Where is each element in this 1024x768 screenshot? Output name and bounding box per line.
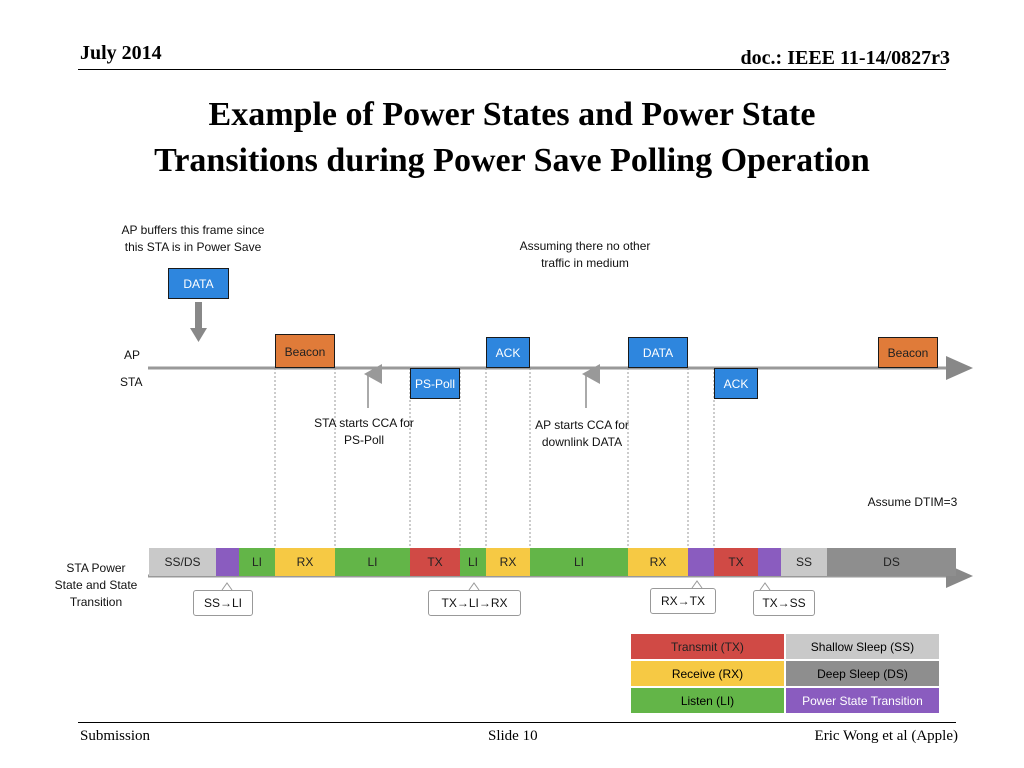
ack-frame-2: ACK <box>714 368 758 399</box>
transition-ss-li: SS→LI <box>193 590 253 616</box>
power-state-transition <box>216 548 239 576</box>
footer-author: Eric Wong et al (Apple) <box>814 728 958 744</box>
power-state-tx: TX <box>714 548 758 576</box>
beacon-frame-2: Beacon <box>878 337 938 368</box>
footer-divider <box>78 722 956 723</box>
buffered-data-frame: DATA <box>168 268 229 299</box>
ap-cca-note: AP starts CCA for downlink DATA <box>535 418 629 449</box>
power-state-ss: SS/DS <box>149 548 216 576</box>
ack-frame-1: ACK <box>486 337 530 368</box>
dotted-guides <box>275 368 714 548</box>
no-traffic-note: Assuming there no other traffic in medium <box>519 239 651 270</box>
legend-li: Listen (LI) <box>630 687 785 714</box>
power-state-transition <box>758 548 781 576</box>
power-state-li: LI <box>530 548 628 576</box>
dtim-note: Assume DTIM=3 <box>867 495 958 509</box>
header-date: July 2014 <box>80 42 162 64</box>
legend-pst: Power State Transition <box>785 687 940 714</box>
legend-tx: Transmit (TX) <box>630 633 785 660</box>
sta-power-label: STA Power State and State Transition <box>54 561 138 609</box>
power-state-rx: RX <box>628 548 688 576</box>
transition-tx-li-rx: TX→LI→RX <box>428 590 521 616</box>
data-frame-downlink: DATA <box>628 337 688 368</box>
ap-buffers-note: AP buffers this frame since this STA is in Power Save <box>121 223 265 254</box>
slide-title-line-1: Example of Power States and Power State <box>208 96 816 133</box>
transition-rx-tx: RX→TX <box>650 588 716 614</box>
power-state-rx: RX <box>275 548 335 576</box>
buffer-down-arrow <box>190 302 207 342</box>
power-state-ss: SS <box>781 548 827 576</box>
slide-title-line-2: Transitions during Power Save Polling Operation <box>154 142 870 179</box>
legend-ss: Shallow Sleep (SS) <box>785 633 940 660</box>
power-state-ds: DS <box>827 548 956 576</box>
beacon-frame-1: Beacon <box>275 334 335 368</box>
power-state-li: LI <box>239 548 275 576</box>
power-state-tx: TX <box>410 548 460 576</box>
power-state-li: LI <box>460 548 486 576</box>
legend-rx: Receive (RX) <box>630 660 785 687</box>
transition-tx-ss: TX→SS <box>753 590 815 616</box>
sta-label: STA <box>120 375 143 389</box>
ap-label: AP <box>124 348 141 362</box>
footer-submission: Submission <box>80 728 151 744</box>
footer-slide-number: Slide 10 <box>488 728 538 744</box>
legend-ds: Deep Sleep (DS) <box>785 660 940 687</box>
power-state-transition <box>688 548 714 576</box>
power-state-rx: RX <box>486 548 530 576</box>
power-state-li: LI <box>335 548 410 576</box>
ps-poll-frame: PS-Poll <box>410 368 460 399</box>
sta-cca-note: STA starts CCA for PS-Poll <box>314 416 414 447</box>
header-doc-id: doc.: IEEE 11-14/0827r3 <box>740 47 950 69</box>
